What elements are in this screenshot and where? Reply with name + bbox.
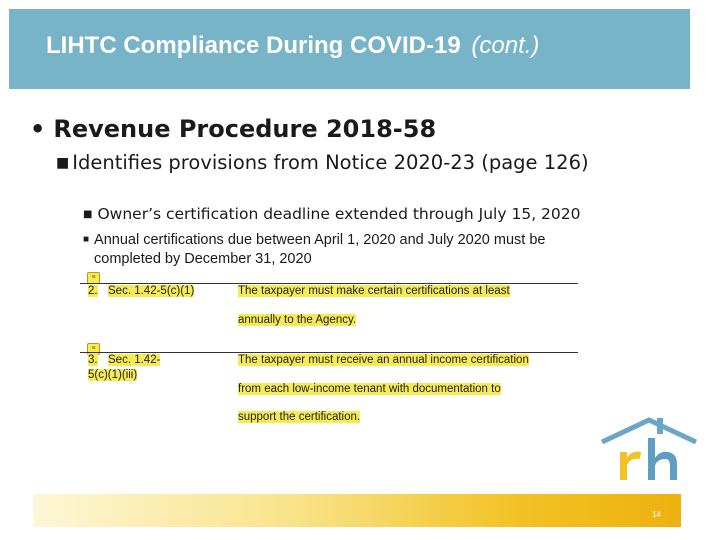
bullet-level3-annual xyxy=(83,230,683,269)
bullet-level1 xyxy=(30,115,436,143)
bullet-dot-icon: • xyxy=(30,115,46,143)
page-number: 14 xyxy=(652,510,661,519)
table-row-requirement: from each low-income tenant with documentation to xyxy=(238,383,501,395)
bullet-square-icon: ■ xyxy=(56,155,70,171)
footer-bar xyxy=(33,494,681,527)
bullet-level3-annual-line1: Annual certifications due between April 1, 2020 and July 2020 must be xyxy=(94,232,546,248)
table-row-num: 2. xyxy=(88,285,98,297)
slide-title-main: LIHTC Compliance During COVID-19 xyxy=(46,32,461,59)
table-rule xyxy=(80,283,578,284)
table-row-section: 5(c)(1)(iii) xyxy=(88,369,138,381)
table-rule xyxy=(80,352,578,353)
table-row-requirement: support the certification. xyxy=(238,411,361,423)
slide-title xyxy=(46,32,539,60)
bullet-level2-text: Identifies provisions from Notice 2020-23 (page 126) xyxy=(72,151,589,174)
slide-title-cont: (cont.) xyxy=(471,32,540,59)
table-row-section: Sec. 1.42-5(c)(1) xyxy=(108,285,195,297)
logo-house-icon xyxy=(600,416,698,484)
bullet-level3-deadline xyxy=(83,205,581,223)
table-row-section: Sec. 1.42- xyxy=(108,354,161,366)
table-row-requirement: The taxpayer must make certain certifications at least xyxy=(238,285,510,297)
bullet-square-icon: ■ xyxy=(83,234,90,245)
bullet-square-icon: ■ xyxy=(83,209,93,220)
note-icon: ≡ xyxy=(87,343,100,355)
table-row-requirement: annually to the Agency. xyxy=(238,314,357,326)
bullet-level3-annual-line2: completed by December 31, 2020 xyxy=(94,251,312,267)
note-icon: ≡ xyxy=(87,272,100,284)
bullet-level3-deadline-text: Owner’s certification deadline extended through July 15, 2020 xyxy=(97,205,581,223)
table-row-requirement: The taxpayer must receive an annual income certification xyxy=(238,354,529,366)
requirements-table-excerpt xyxy=(80,270,580,430)
bullet-level1-text: Revenue Procedure 2018-58 xyxy=(53,115,437,143)
table-row-num: 3. xyxy=(88,354,98,366)
bullet-level2 xyxy=(56,151,646,175)
